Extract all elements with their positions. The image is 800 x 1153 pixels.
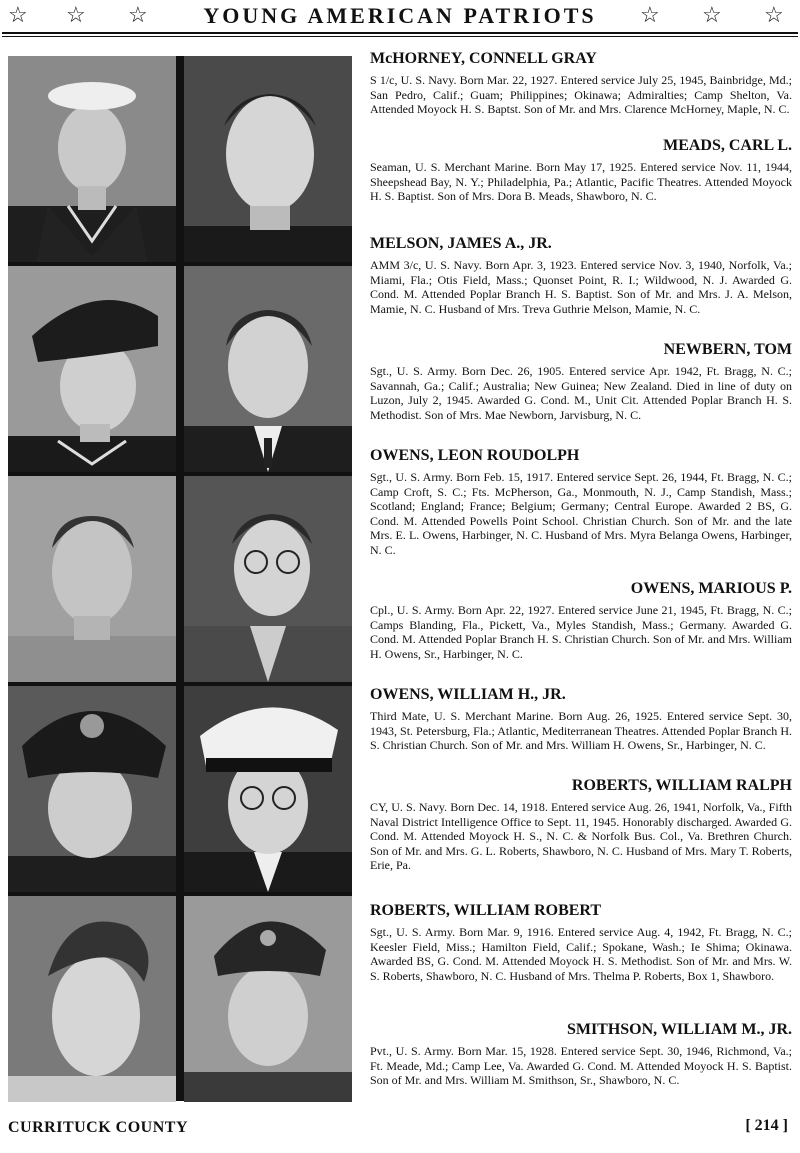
county-label: CURRITUCK COUNTY — [8, 1119, 189, 1136]
star-icon: ☆ — [702, 2, 722, 27]
soldier-bio: Cpl., U. S. Army. Born Apr. 22, 1927. Entered service June 21, 1945, Ft. Bragg, N. C.; Camps Blanding, Fla., Pickett, Va., Myles Standish, Mass.; Germany. Awarded G. Cond. M. Attended Poplar Branch H. S. Christian Church. Son of Mr. and Mrs. William H. Owens, Sr., Harbinger, N. C. — [370, 603, 792, 661]
biography-entry — [370, 776, 792, 873]
soldier-bio: S 1/c, U. S. Navy. Born Mar. 22, 1927. Entered service July 25, 1945, Bainbridge, Md.; San Pedro, Calif.; Guam; Philippines; Okinawa; Admiralties; Camp Shelton, Va. Attended Moyock H. S. Baptst. Son of Mr. and Mrs. Clarence McHorney, Maple, N. C. — [370, 73, 792, 117]
portrait-photo — [184, 686, 352, 892]
star-icon: ☆ — [640, 2, 660, 27]
star-icon: ☆ — [128, 2, 148, 27]
soldier-name: NEWBERN, TOM — [663, 341, 792, 358]
biography-entry — [370, 446, 792, 558]
star-icon: ☆ — [764, 2, 784, 27]
portrait-photo — [8, 266, 176, 472]
soldier-name: OWENS, WILLIAM H., JR. — [370, 686, 566, 703]
biography-entry — [370, 340, 792, 422]
star-icon: ☆ — [8, 2, 28, 27]
page-header — [0, 0, 800, 34]
soldier-bio: Sgt., U. S. Army. Born Mar. 9, 1916. Entered service Aug. 4, 1942, Ft. Bragg, N. C.; Keesler Field, Miss.; Hamilton Field, Calif.; Spokane, Wash.; Ie Shima; Okinawa. Awarded BS, G. Cond. M. Attended Moyock H. S. Methodist. Son of Mr. and Mrs. W. S. Roberts, Shawboro, N. C. Husband of Mrs. Thelma P. Roberts, Box 1, Shawboro. — [370, 925, 792, 983]
soldier-name: MEADS, CARL L. — [663, 137, 792, 154]
page-number: [ 214 ] — [745, 1117, 788, 1134]
portrait-photo — [8, 896, 176, 1102]
portrait-photo — [184, 56, 352, 262]
portrait-photo — [8, 476, 176, 682]
soldier-name: ROBERTS, WILLIAM ROBERT — [370, 902, 602, 919]
biography-entry — [370, 579, 792, 661]
soldier-bio: CY, U. S. Navy. Born Dec. 14, 1918. Entered service Aug. 26, 1941, Norfolk, Va., Fifth Naval District Intelligence Office to Sept. 11, 1945. Honorably discharged. Awarded G. Cond. M. Attended Moyock H. S., N. C. & Norfolk Bus. Col., Va. Brethren Church. Son of Mr. and Mrs. G. L. Roberts, Shawboro, N. C. Husband of Mrs. Mary T. Roberts, Erie, Pa. — [370, 800, 792, 873]
soldier-name: MELSON, JAMES A., JR. — [370, 235, 552, 252]
biography-entry — [370, 49, 792, 117]
soldier-bio: Seaman, U. S. Merchant Marine. Born May 17, 1925. Entered service Nov. 11, 1944, Sheepshead Bay, N. Y.; Philadelphia, Pa.; Atlantic, Pacific Theatres. Attended Moyock H. S. Baptist. Son of Mrs. Dora B. Meads, Shawboro, N. C. — [370, 160, 792, 204]
star-icon: ☆ — [66, 2, 86, 27]
soldier-name: ROBERTS, WILLIAM RALPH — [571, 777, 792, 794]
biography-entry — [370, 1020, 792, 1088]
soldier-bio: Third Mate, U. S. Merchant Marine. Born Aug. 26, 1925. Entered service Sept. 30, 1943, St. Petersburg, Fla.; Atlantic, Mediterranean Theatres. Attended Poplar Branch H. S. Christian Church. Son of Mr. and Mrs. William H. Owens, Sr., Harbinger, N. C. — [370, 709, 792, 753]
soldier-name: SMITHSON, WILLIAM M., JR. — [566, 1021, 792, 1038]
portrait-photo — [184, 896, 352, 1102]
soldier-bio: AMM 3/c, U. S. Navy. Born Apr. 3, 1923. Entered service Nov. 3, 1940, Norfolk, Va.; Miami, Fla.; Otis Field, Mass.; Quonset Point, R. I.; Wildwood, N. J. Awarded G. Cond. M. Attended Poplar Branch H. S. Baptist. Son of Mr. and Mrs. J. A. Melson, Mamie, N. C. Husband of Mrs. Treva Guthrie Melson, Mamie, N. C. — [370, 258, 792, 316]
soldier-bio: Sgt., U. S. Army. Born Feb. 15, 1917. Entered service Sept. 26, 1944, Ft. Bragg, N. C.; Camp Croft, S. C.; Fts. McPherson, Ga., Monmouth, N. J., Camp Standish, Mass.; Scotland; England; France; Belgium; Germany; Central Europe. Awarded 2 BS, G. Cond. M. Attended Powells Point School. Christian Church. Son of Mr. and the late Mrs. E. L. Owens, Harbinger, N. C. Husband of Mrs. Myra Belanga Owens, Harbinger, N. C. — [370, 470, 792, 557]
soldier-bio: Sgt., U. S. Army. Born Dec. 26, 1905. Entered service Apr. 1942, Ft. Bragg, N. C.; Savannah, Ga.; Calif.; Australia; New Guinea; New Zealand. Died in line of duty on Luzon, July 2, 1945. Awarded G. Cond. M., Unit Cit. Attended Poplar Branch H. S. Methodist. Son of Mrs. Mae Newborn, Jarvisburg, N. C. — [370, 364, 792, 422]
portrait-photo — [8, 686, 176, 892]
biography-entry — [370, 234, 792, 316]
soldier-name: OWENS, MARIOUS P. — [630, 580, 792, 597]
biography-entry — [370, 685, 792, 753]
portrait-photo — [184, 266, 352, 472]
portrait-photo — [8, 56, 176, 262]
biography-entry — [370, 901, 792, 983]
soldier-name: OWENS, LEON ROUDOLPH — [370, 447, 580, 464]
photo-grid — [8, 56, 352, 1101]
header-rule — [2, 32, 798, 34]
biography-entry — [370, 136, 792, 204]
page-title: YOUNG AMERICAN PATRIOTS — [203, 3, 597, 28]
header-rule — [2, 36, 798, 37]
soldier-bio: Pvt., U. S. Army. Born Mar. 15, 1928. Entered service Sept. 30, 1946, Richmond, Va.; Ft. Meade, Md.; Camp Lee, Va. Awarded G. Cond. M. Attended Moyock H. S. Baptist. Son of Mr. and Mrs. William M. Smithson, Sr., Shawboro, N. C. — [370, 1044, 792, 1088]
portrait-photo — [184, 476, 352, 682]
soldier-name: McHORNEY, CONNELL GRAY — [370, 50, 597, 67]
